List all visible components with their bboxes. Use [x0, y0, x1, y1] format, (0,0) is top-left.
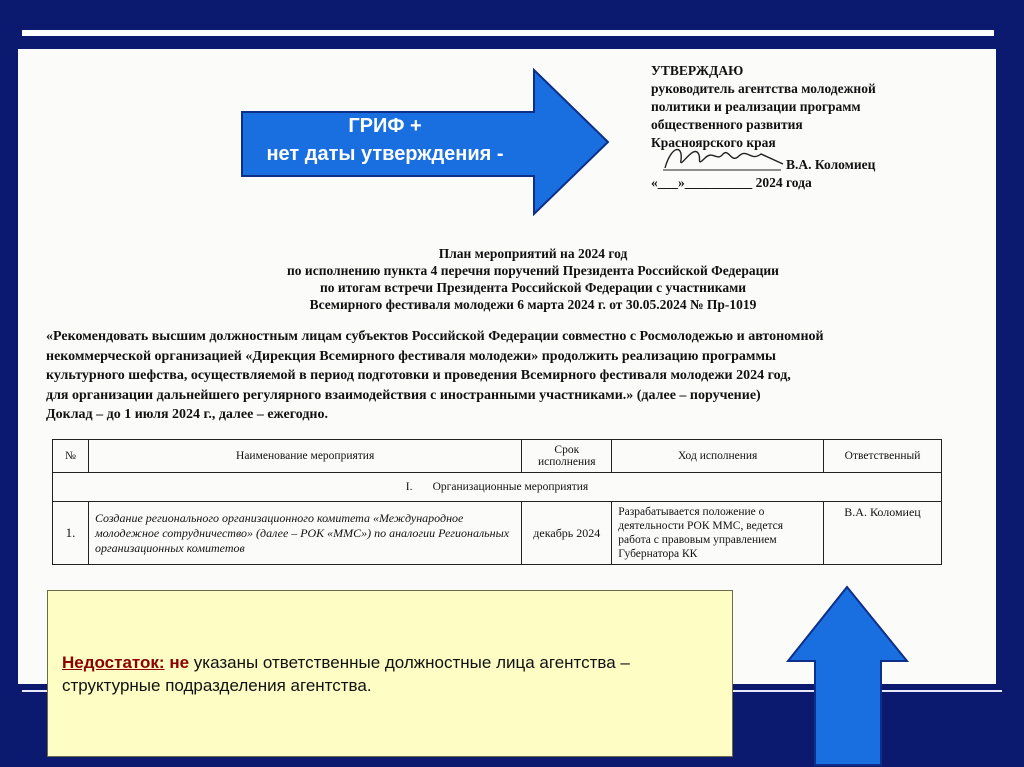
table-section-row: [53, 473, 942, 502]
callout-text: [62, 651, 712, 697]
quote-line: некоммерческой организацией «Дирекция Всемирного фестиваля молодежи» продолжить реализацию программы: [46, 348, 776, 364]
handwritten-signature: [661, 142, 786, 174]
table-header-row: [53, 440, 942, 473]
quote-line: Доклад – до 1 июля 2024 г., далее – ежегодно.: [46, 407, 328, 422]
plan-table: [52, 439, 942, 565]
row-responsible: В.А. Коломиец: [824, 502, 942, 565]
row-progress: Разрабатывается положение о деятельности РОК ММС, ведется работа с правовым управлением Губернатора КК: [612, 502, 824, 565]
approval-position-line: политики и реализации программ: [651, 99, 861, 114]
heading-line: по исполнению пункта 4 перечня поручений Президента Российской Федерации: [287, 263, 779, 278]
col-header-responsible: Ответственный: [824, 440, 942, 473]
arrow-line-stamp: ГРИФ +: [348, 115, 422, 137]
approval-stamp: УТВЕРЖДАЮ: [651, 63, 744, 78]
top-divider: [22, 30, 994, 36]
document-heading: [118, 245, 948, 313]
arrow-line-date: нет даты утверждения -: [266, 143, 504, 165]
callout-label: Недостаток:: [62, 653, 165, 672]
approval-position-line: руководитель агентства молодежной: [651, 81, 876, 96]
row-term: декабрь 2024: [522, 502, 612, 565]
col-header-num: №: [53, 440, 89, 473]
col-header-progress: Ход исполнения: [612, 440, 824, 473]
callout-body: указаны ответственные должностные лица агентства – структурные подразделения агентства.: [62, 653, 630, 695]
section-title: [53, 473, 942, 502]
signature-line: [651, 156, 991, 174]
approval-date-line: «___»__________ 2024 года: [651, 175, 812, 190]
col-header-name: Наименование мероприятия: [88, 440, 521, 473]
heading-line: по итогам встречи Президента Российской Федерации с участниками: [319, 280, 747, 295]
quote-line: для организации дальнейшего регулярного взаимодействия с иностранными участниками.» (далее – поручение): [46, 387, 761, 403]
section-label: Организационные мероприятия: [432, 481, 589, 493]
deficiency-callout: [47, 590, 733, 757]
approval-block: [651, 62, 991, 192]
up-arrow-annotation: [785, 585, 910, 767]
quote-line: культурного шефства, осуществляемой в период подготовки и проведения Всемирного фестиваля молодежи 2024 год,: [46, 368, 791, 383]
quote-line: «Рекомендовать высшим должностным лицам субъектов Российской Федерации совместно с Росмолодежью и автономной: [46, 329, 824, 344]
table-row: [53, 502, 942, 565]
row-num: 1.: [53, 502, 89, 565]
signature-name: В.А. Коломиец: [786, 157, 876, 172]
section-number: I.: [405, 481, 413, 493]
col-header-term: Срок исполнения: [522, 440, 612, 473]
approval-position-line: Красноярского края: [651, 135, 776, 150]
arrow-annotation-text: [240, 112, 530, 168]
heading-line: Всемирного фестиваля молодежи 6 марта 2024 г. от 30.05.2024 № Пр-1019: [309, 297, 757, 312]
row-name: Создание регионального организационного комитета «Международное молодежное сотрудничество» (далее – РОК «ММС») по аналогии Региональных организационных комитетов: [88, 502, 521, 565]
instruction-quote: [46, 327, 978, 425]
callout-emphasis: не: [169, 653, 190, 672]
heading-line: План мероприятий на 2024 год: [438, 246, 628, 261]
approval-position-line: общественного развития: [651, 117, 803, 132]
